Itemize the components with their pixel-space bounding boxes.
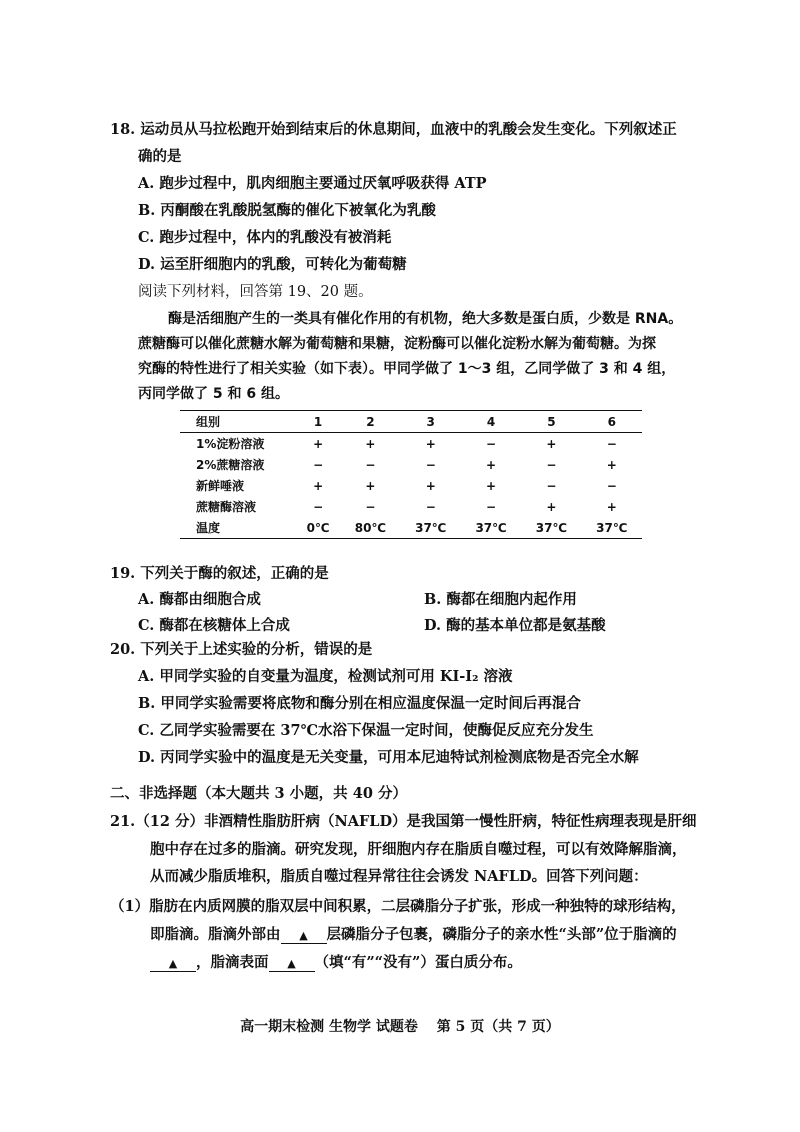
table-cell: −	[486, 436, 497, 451]
q21-line2: 胞中存在过多的脂滴。研究发现，肝细胞内存在脂质自噬过程，可以有效降解脂滴，	[150, 841, 687, 858]
table-group-header: 2	[340, 411, 400, 433]
q20-option-b: B. 甲同学实验需要将底物和酶分别在相应温度保温一定时间后再混合	[138, 695, 581, 712]
table-cell: 37℃	[582, 517, 642, 539]
table-cell: +	[365, 436, 376, 451]
q19-option-d: D. 酶的基本单位都是氨基酸	[424, 617, 606, 634]
table-group-header: 4	[461, 411, 521, 433]
passage-line2: 蔗糖酶可以催化蔗糖水解为葡萄糖和果糖，淀粉酶可以催化淀粉水解为葡萄糖。为探	[138, 336, 656, 352]
q20-stem: 20. 下列关于上述实验的分析，错误的是	[110, 641, 373, 658]
table-group-header: 3	[401, 411, 461, 433]
q21-sub1-text-b: 层磷脂分子包裹，磷脂分子的亲水性“头部”位于脂滴的	[326, 926, 677, 943]
q18-option-c: C. 跑步过程中，体内的乳酸没有被消耗	[138, 229, 392, 246]
section-2-heading: 二、非选择题（本大题共 3 小题，共 40 分）	[110, 785, 407, 802]
q19-option-a: A. 酶都由细胞合成	[138, 591, 261, 608]
reading-intro: 阅读下列材料，回答第 19、20 题。	[138, 284, 373, 300]
answer-blank-1: ▲	[281, 929, 327, 944]
q20-option-d: D. 丙同学实验中的温度是无关变量，可用本尼迪特试剂检测底物是否完全水解	[138, 749, 639, 766]
q21-sub1-text-d: （填“有”“没有”）蛋白质分布。	[314, 954, 522, 971]
table-group-header: 1	[296, 411, 340, 433]
q21-sub1-text-c: ，脂滴表面	[196, 954, 269, 971]
answer-blank-3: ▲	[269, 957, 315, 972]
q19-option-c: C. 酶都在核糖体上合成	[138, 617, 290, 634]
table-cell: +	[365, 478, 376, 493]
table-cell: 80℃	[340, 517, 400, 539]
q18-option-d: D. 运至肝细胞内的乳酸，可转化为葡萄糖	[138, 256, 407, 273]
table-cell: +	[425, 478, 436, 493]
answer-blank-2: ▲	[150, 957, 196, 972]
table-row	[180, 517, 642, 539]
table-row	[180, 433, 642, 455]
page-footer: 高一期末检测 生物学 试题卷 第 5 页（共 7 页）	[240, 1019, 560, 1035]
table-cell: −	[425, 457, 436, 472]
table-cell: +	[425, 436, 436, 451]
q20-option-a: A. 甲同学实验的自变量为温度，检测试剂可用 KI-I₂ 溶液	[138, 668, 513, 685]
table-cell: +	[313, 478, 324, 493]
q20-option-c: C. 乙同学实验需要在 37℃水浴下保温一定时间，使酶促反应充分发生	[138, 722, 594, 739]
row-label: 2%蔗糖溶液	[196, 458, 265, 472]
q18-stem-line1: 18. 运动员从马拉松跑开始到结束后的休息期间，血液中的乳酸会发生变化。下列叙述正	[110, 121, 677, 138]
table-cell: −	[486, 499, 497, 514]
row-label: 温度	[180, 517, 296, 539]
table-header-row	[180, 411, 642, 433]
passage-line1: 酶是活细胞产生的一类具有催化作用的有机物，绝大多数是蛋白质，少数是 RNA。	[168, 311, 683, 327]
q19-stem: 19. 下列关于酶的叙述，正确的是	[110, 565, 329, 582]
passage-line3: 究酶的特性进行了相关实验（如下表）。甲同学做了 1～3 组，乙同学做了 3 和 4 组，	[138, 361, 676, 377]
table-cell: −	[425, 499, 436, 514]
q21-sub1-text-a: 即脂滴。脂滴外部由	[150, 926, 281, 943]
table-cell: 37℃	[401, 517, 461, 539]
table-cell: −	[606, 478, 617, 493]
table-cell: +	[486, 457, 497, 472]
table-row	[180, 475, 642, 496]
table-cell: 37℃	[521, 517, 581, 539]
table-row	[180, 496, 642, 517]
q18-option-b: B. 丙酮酸在乳酸脱氢酶的催化下被氧化为乳酸	[138, 202, 436, 219]
q18-option-a: A. 跑步过程中，肌肉细胞主要通过厌氧呼吸获得 ATP	[138, 175, 487, 192]
row-label: 1%淀粉溶液	[196, 437, 265, 451]
table-cell: −	[365, 457, 376, 472]
table-cell: 37℃	[461, 517, 521, 539]
row-label: 新鲜唾液	[196, 479, 245, 493]
passage-line4: 丙同学做了 5 和 6 组。	[138, 386, 289, 402]
q21-line1: 21.（12 分）非酒精性脂肪肝病（NAFLD）是我国第一慢性肝病，特征性病理表现是肝细	[110, 813, 697, 830]
table-cell: −	[606, 436, 617, 451]
table-cell: −	[546, 478, 557, 493]
table-group-header: 5	[521, 411, 581, 433]
table-header-label: 组别	[180, 411, 296, 433]
table-cell: +	[606, 499, 617, 514]
q21-line3: 从而减少脂质堆积，脂质自噬过程异常往往会诱发 NAFLD。回答下列问题：	[150, 868, 648, 885]
q18-stem-line2: 确的是	[138, 148, 182, 165]
table-group-header: 6	[582, 411, 642, 433]
table-cell: +	[486, 478, 497, 493]
table-cell: +	[546, 499, 557, 514]
table-cell: −	[313, 499, 324, 514]
table-cell: +	[546, 436, 557, 451]
table-cell: −	[546, 457, 557, 472]
table-cell: −	[313, 457, 324, 472]
table-cell: +	[606, 457, 617, 472]
experiment-table	[180, 410, 642, 539]
q21-sub1-line1: （1）脂肪在内质网膜的脂双层中间积累，二层磷脂分子扩张，形成一种独特的球形结构，	[110, 898, 686, 915]
table-cell: −	[365, 499, 376, 514]
q21-sub1-line3	[150, 953, 522, 973]
row-label: 蔗糖酶溶液	[196, 500, 257, 514]
table-row	[180, 454, 642, 475]
table-cell: 0℃	[296, 517, 340, 539]
q21-sub1-line2	[150, 925, 677, 945]
q19-option-b: B. 酶都在细胞内起作用	[424, 591, 577, 608]
table-cell: +	[313, 436, 324, 451]
